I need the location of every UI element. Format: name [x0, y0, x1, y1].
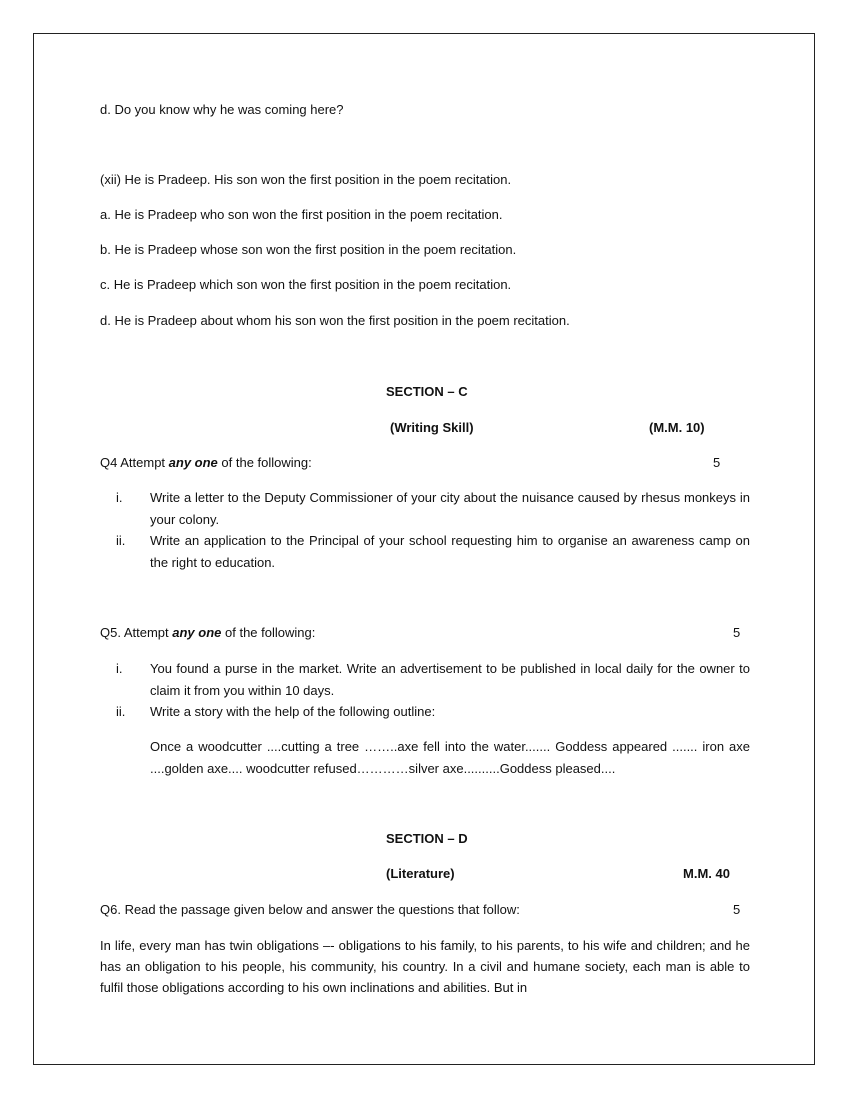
q5-item-2-text: Write a story with the help of the following outline:: [150, 704, 436, 719]
q6-marks: 5: [733, 902, 741, 917]
q6-passage: In life, every man has twin obligations –- obligations to his family, to his parents, to his wife and children; and he has an obligation to his people, his community, his country. In a civil and humane society, each man is able to fulfil those obligations according to his own inclinations and abilities. But in: [100, 938, 750, 995]
q5-heading-emphasis: any one: [172, 625, 222, 640]
q3-xii-question: (xii) He is Pradeep. His son won the first position in the poem recitation.: [100, 172, 512, 187]
q5-marks: 5: [733, 625, 741, 640]
section-c-max-marks: (M.M. 10): [649, 420, 705, 435]
q5-story-outline: Once a woodcutter ....cutting a tree ……..axe fell into the water....... Goddess appeared ....... iron axe ....golden axe.... woodcutter refused…………silver axe..........Goddess pleased....: [150, 739, 750, 776]
q3-xii-option-a: a. He is Pradeep who son won the first position in the poem recitation.: [100, 207, 503, 222]
q3-xii-option-c: c. He is Pradeep which son won the first position in the poem recitation.: [100, 277, 512, 292]
section-c-title: SECTION – C: [386, 384, 468, 399]
q4-item-1-num: i.: [116, 490, 123, 505]
section-c-subtitle: (Writing Skill): [390, 420, 474, 435]
section-d-title: SECTION – D: [386, 831, 468, 846]
q4-marks: 5: [713, 455, 721, 470]
q5-item-1-num: i.: [116, 661, 123, 676]
q3-prev-option-d: d. Do you know why he was coming here?: [100, 102, 344, 117]
q4-item-1-text: Write a letter to the Deputy Commissioner of your city about the nuisance caused by rhesus monkeys in your colony.: [150, 490, 750, 527]
q4-item-2-text: Write an application to the Principal of your school requesting him to organise an awareness camp on the right to education.: [150, 533, 750, 570]
q3-xii-option-b: b. He is Pradeep whose son won the first position in the poem recitation.: [100, 242, 517, 257]
q4-heading-suffix: of the following:: [217, 455, 312, 470]
q5-item-2-num: ii.: [116, 704, 126, 719]
q3-xii-option-d: d. He is Pradeep about whom his son won the first position in the poem recitation.: [100, 313, 570, 328]
q4-heading: [100, 454, 312, 472]
q5-heading: [100, 624, 315, 642]
q4-heading-emphasis: any one: [168, 455, 218, 470]
q4-item-2-num: ii.: [116, 533, 126, 548]
q4-heading-prefix: Q4 Attempt: [100, 455, 169, 470]
q5-item-1-text: You found a purse in the market. Write an advertisement to be published in local daily for the owner to claim it from you within 10 days.: [150, 661, 750, 698]
section-d-subtitle: (Literature): [386, 866, 455, 881]
q5-heading-suffix: of the following:: [221, 625, 316, 640]
section-d-max-marks: M.M. 40: [683, 866, 730, 881]
q6-heading: Q6. Read the passage given below and answer the questions that follow:: [100, 902, 520, 917]
q5-heading-prefix: Q5. Attempt: [100, 625, 173, 640]
